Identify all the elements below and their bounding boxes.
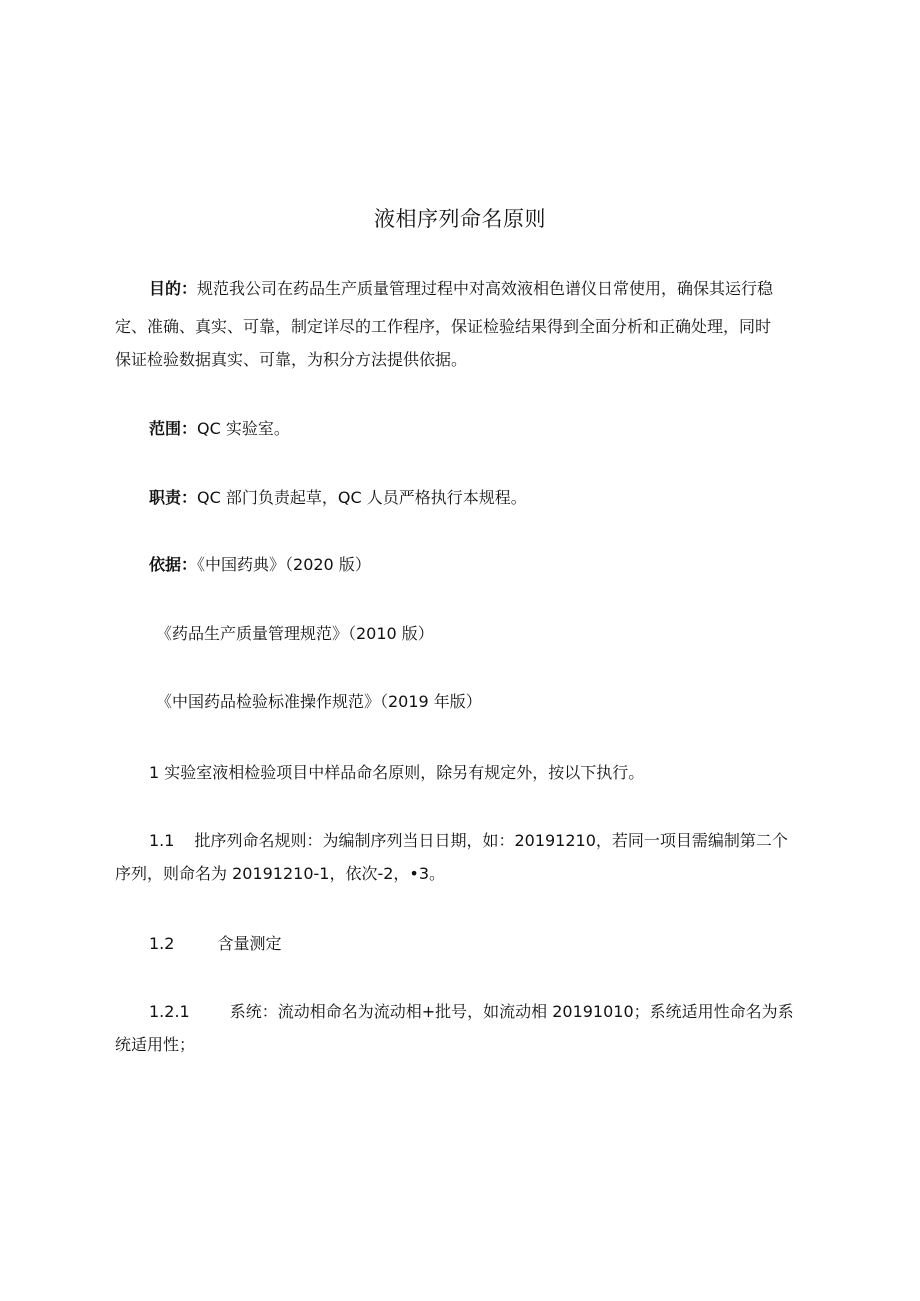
section-1-2-1-text-1: 系统：流动相命名为流动相+批号，如流动相 20191010；系统适用性命名为系 <box>229 1002 794 1021</box>
section-1: 1 实验室液相检验项目中样品命名原则，除另有规定外，按以下执行。 <box>149 763 645 782</box>
purpose-line-2: 定、准确、真实、可靠，制定详尽的工作程序，保证检验结果得到全面分析和正确处理，同时 <box>115 317 772 336</box>
basis-label: 依据： <box>149 555 198 574</box>
section-1-2-1-number: 1.2.1 <box>149 1002 190 1021</box>
scope-label: 范围： <box>149 419 198 438</box>
basis-ref-1: 《中国药典》（2020 版） <box>197 555 371 574</box>
scope-line <box>149 414 290 443</box>
section-1-1-text-1: 批序列命名规则：为编制序列当日日期，如：20191210，若同一项目需编制第二个 <box>194 831 788 850</box>
purpose-line-3: 保证检验数据真实、可靠，为积分方法提供依据。 <box>115 350 468 369</box>
basis-line-1 <box>149 550 371 579</box>
scope-text: QC 实验室。 <box>197 419 290 438</box>
duty-label: 职责： <box>149 488 198 507</box>
section-1-2-line <box>149 929 281 958</box>
section-1-2-text: 含量测定 <box>217 934 282 953</box>
basis-ref-2: 《药品生产质量管理规范》（2010 版） <box>156 624 434 643</box>
duty-line <box>149 483 527 512</box>
section-1-1-line-2: 序列，则命名为 20191210-1，依次-2，•3。 <box>115 864 446 883</box>
purpose-line-1 <box>149 274 773 303</box>
section-1-2-1-line-1 <box>149 997 794 1026</box>
section-1-1-number: 1.1 <box>149 831 175 850</box>
section-1-2-1-line-2: 统适用性； <box>115 1035 196 1054</box>
basis-ref-3: 《中国药品检验标准操作规范》（2019 年版） <box>156 692 482 711</box>
section-1-2-number: 1.2 <box>149 934 175 953</box>
duty-text: QC 部门负责起草，QC 人员严格执行本规程。 <box>197 488 527 507</box>
purpose-label: 目的： <box>149 279 198 298</box>
document-title: 液相序列命名原则 <box>374 207 546 231</box>
section-1-1-line-1 <box>149 826 788 855</box>
purpose-text-1: 规范我公司在药品生产质量管理过程中对高效液相色谱仪日常使用，确保其运行稳 <box>197 279 774 298</box>
